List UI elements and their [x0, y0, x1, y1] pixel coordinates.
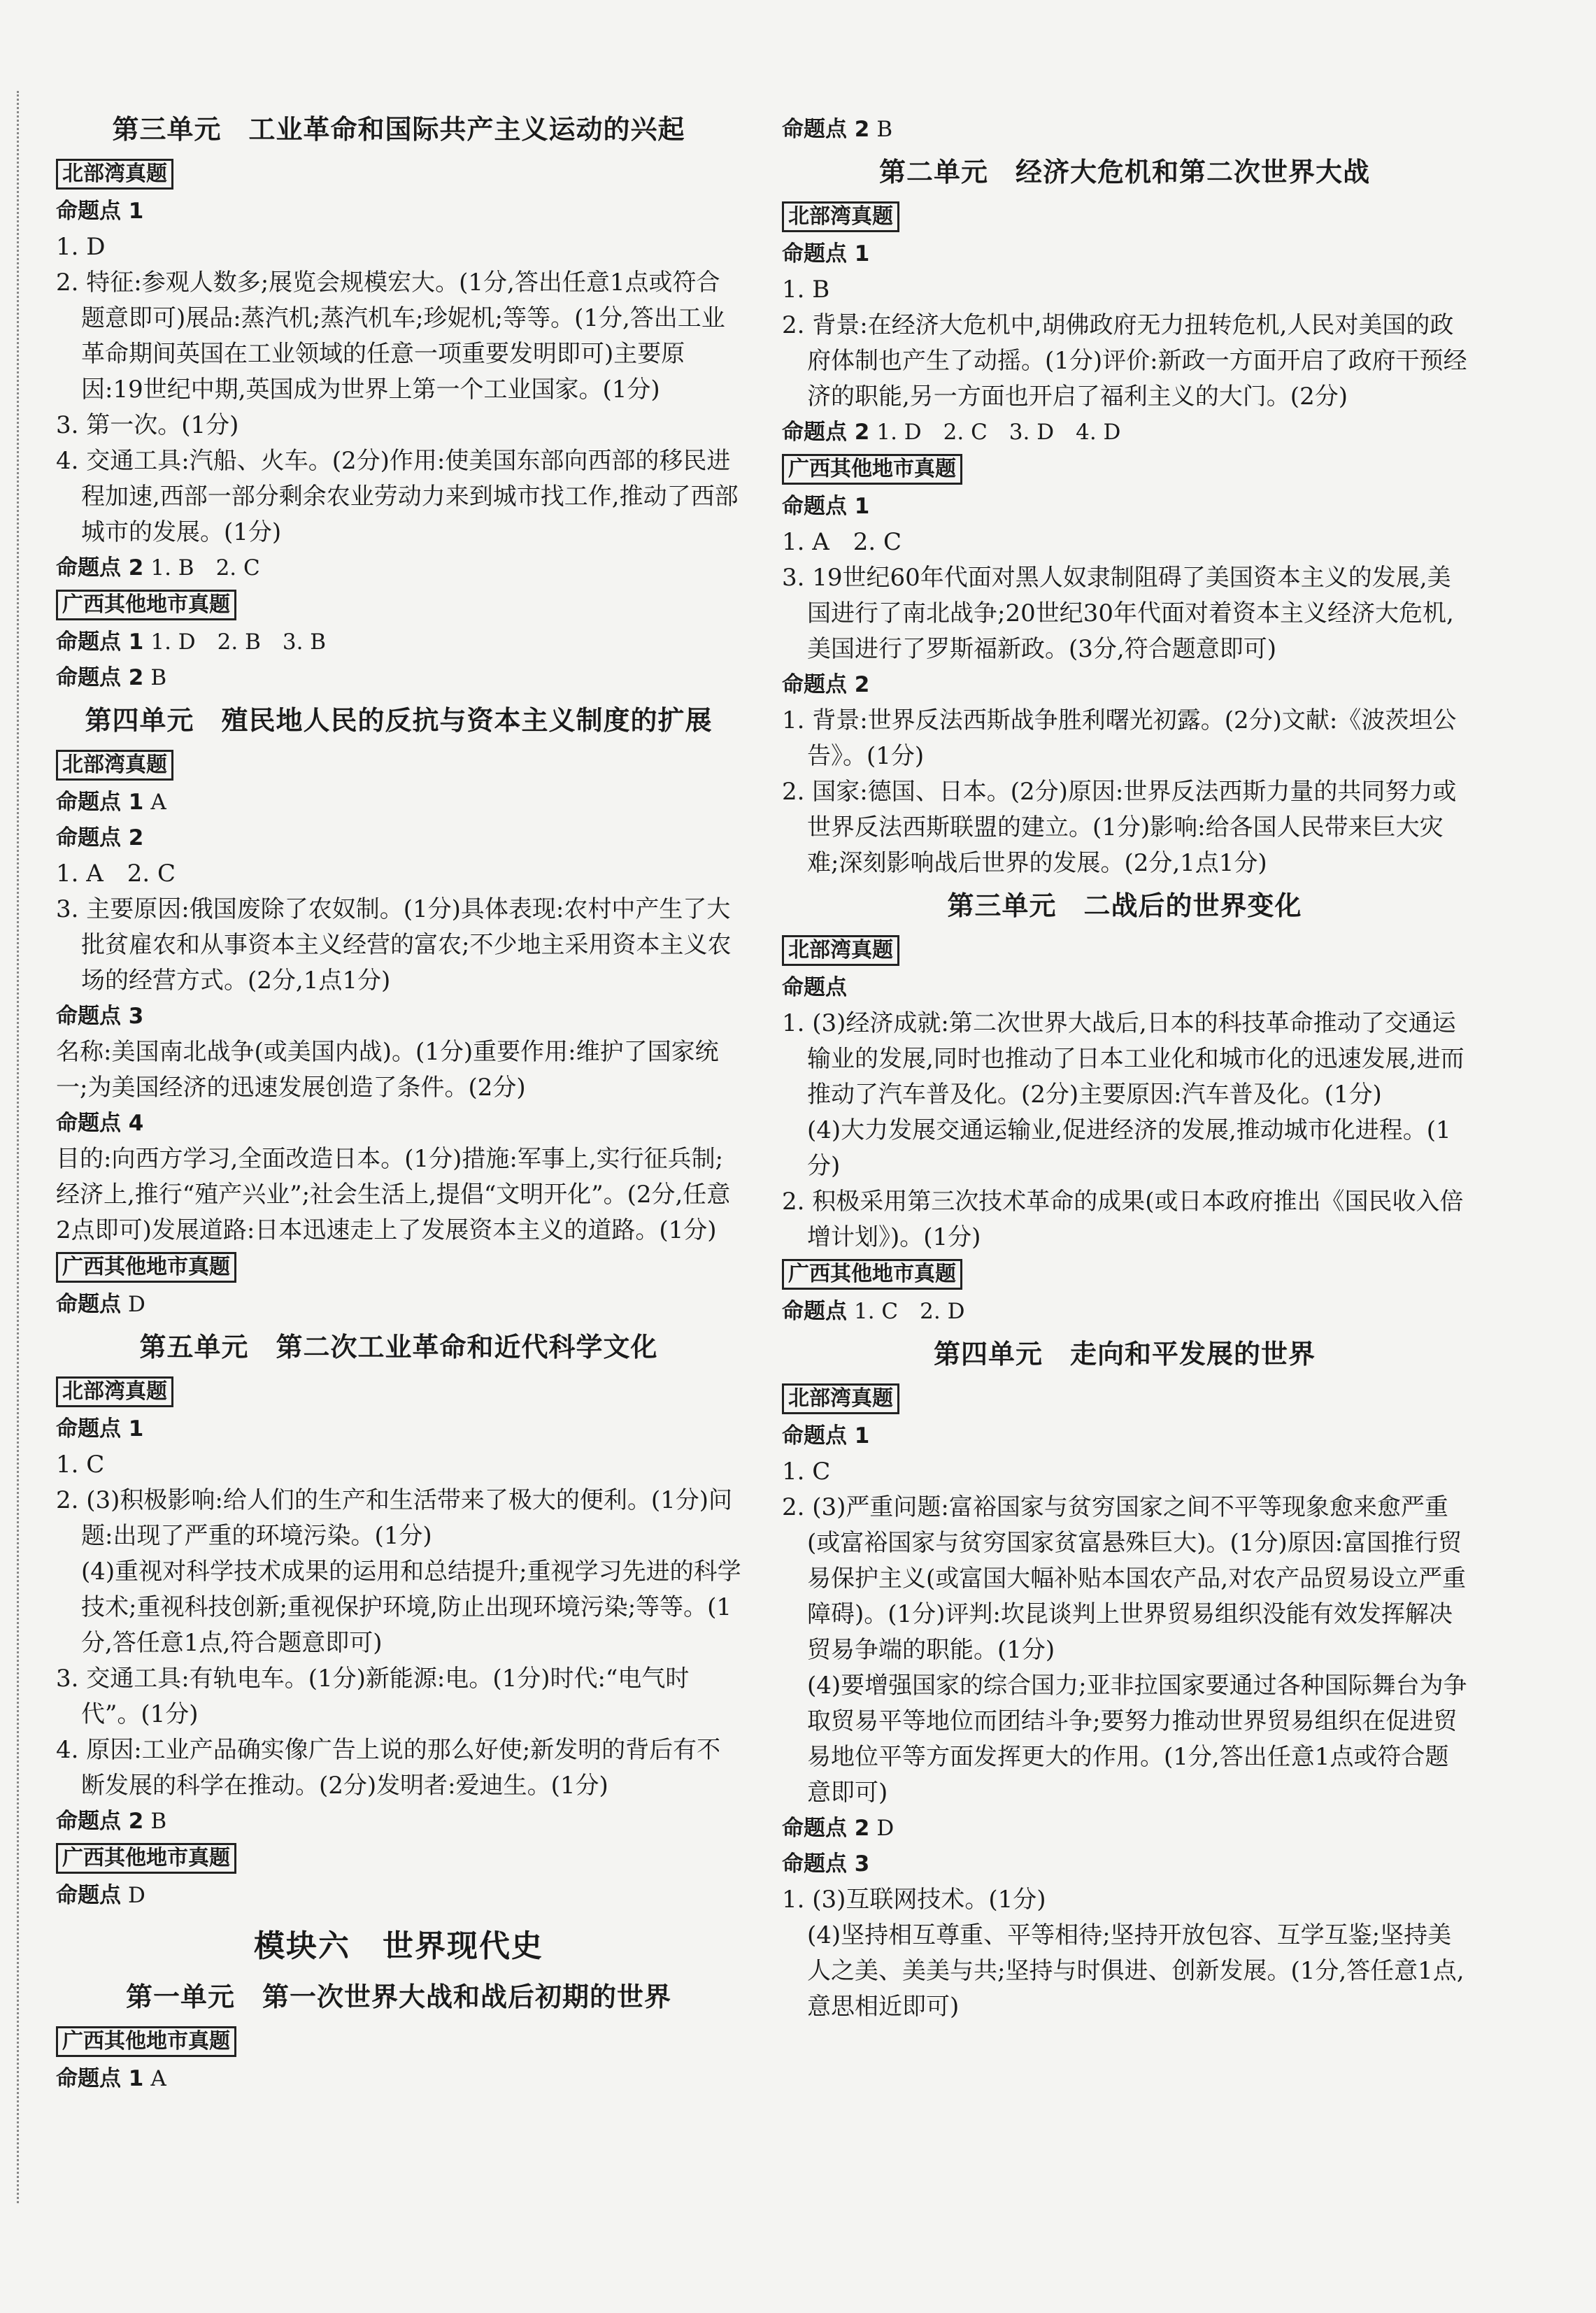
answer-item: 2. 背景:在经济大危机中,胡佛政府无力扭转危机,人民对美国的政府体制也产生了动摇。(1分)评价:新政一方面开启了政府干预经济的职能,另一方面也开启了福利主义的大门。(2分) [782, 311, 1467, 411]
answer-item: 2. 国家:德国、日本。(2分)原因:世界反法西斯力量的共同努力或世界反法西斯联盟的建立。(1分)影响:给各国人民带来巨大灾难;深刻影响战后世界的发展。(2分,1点1分) [782, 778, 1457, 877]
point-label: 命题点 2 [56, 665, 144, 690]
point-answer: 1. C 2. D [854, 1299, 965, 1324]
section-label: 广西其他地市真题 [56, 2026, 236, 2057]
answer-item: 2. (3)严重问题:富裕国家与贫穷国家之间不平等现象愈来愈严重(或富裕国家与贫穷国家贫富悬殊巨大)。(1分)原因:富国推行贸易保护主义(或富国大幅补贴本国农产品,对农产品贸易设立严重障碍)。(1分)评判:坎昆谈判上世界贸易组织没能有效发挥解决贸易争端的职能。(1分) [782, 1493, 1467, 1664]
point-answer: D [128, 1292, 145, 1317]
answer-text: 名称:美国南北战争(或美国内战)。(1分)重要作用:维护了国家统一;为美国经济的迅速发展创造了条件。(2分) [56, 1038, 719, 1102]
point-label: 命题点 [56, 1292, 121, 1317]
point-answer: D [876, 1816, 895, 1841]
point-heading: 命题点 2 [56, 825, 144, 851]
section-label: 北部湾真题 [782, 1383, 899, 1414]
point-label: 命题点 1 [56, 629, 144, 655]
answer-subitem: (4)重视对科学技术成果的运用和总结提升;重视学习先进的科学技术;重视科技创新;重视保护环境,防止出现环境污染;等等。(1分,答任意1点,符合题意即可) [81, 1558, 741, 1657]
answer-item: 1. C [782, 1458, 831, 1486]
answer-item: 3. 第一次。(1分) [56, 411, 239, 439]
answer-subitem: (4)大力发展交通运输业,促进经济的发展,推动城市化进程。(1分) [807, 1116, 1451, 1180]
answer-item: 1. C [56, 1451, 105, 1479]
point-heading [782, 1294, 1467, 1330]
point-heading: 命题点 1 [782, 494, 870, 519]
section-label: 北部湾真题 [782, 935, 899, 966]
answer-item: 1. 背景:世界反法西斯战争胜利曙光初露。(2分)文献:《波茨坦公告》。(1分) [782, 706, 1457, 770]
answer-item: 2. 特征:参观人数多;展览会规模宏大。(1分,答出任意1点或符合题意即可)展品:蒸汽机;蒸汽机车;珍妮机;等等。(1分,答出工业革命期间英国在工业领域的任意一项重要发明即可)主要原因:19世纪中期,英国成为世界上第一个工业国家。(1分) [56, 269, 725, 404]
answer-text: 目的:向西方学习,全面改造日本。(1分)措施:军事上,实行征兵制;经济上,推行“殖产兴业”;社会生活上,提倡“文明开化”。(2分,任意2点即可)发展道路:日本迅速走上了发展资本主义的道路。(1分) [56, 1145, 731, 1244]
answer-item: 1. A 2. C [782, 528, 902, 556]
point-label: 命题点 2 [56, 1809, 144, 1834]
point-heading [782, 112, 1467, 148]
point-label: 命题点 2 [782, 1816, 870, 1841]
point-heading [56, 1878, 741, 1914]
answer-item: 4. 交通工具:汽船、火车。(2分)作用:使美国东部向西部的移民进程加速,西部一部分剩余农业劳动力来到城市找工作,推动了西部城市的发展。(1分) [56, 447, 739, 546]
point-label: 命题点 [56, 1883, 121, 1908]
point-heading: 命题点 [782, 975, 847, 1000]
section-label: 北部湾真题 [782, 201, 899, 232]
point-answer: B [150, 1809, 167, 1834]
left-margin-rule [17, 91, 19, 2203]
point-answer: A [150, 2066, 166, 2091]
point-heading: 命题点 1 [56, 199, 144, 224]
point-heading [56, 660, 741, 696]
point-heading: 命题点 4 [56, 1111, 144, 1136]
answer-item: 1. (3)经济成就:第二次世界大战后,日本的科技革命推动了交通运输业的发展,同时也推动了日本工业化和城市化的迅速发展,进而推动了汽车普及化。(2分)主要原因:汽车普及化。(1分) [782, 1009, 1465, 1109]
point-answer: B [876, 117, 893, 142]
point-heading [782, 1811, 1467, 1846]
point-heading [56, 625, 741, 660]
section-label: 北部湾真题 [56, 159, 173, 190]
point-answer: 1. D 2. C 3. D 4. D [876, 420, 1121, 445]
answer-item: 1. (3)互联网技术。(1分) [782, 1886, 1046, 1914]
unit-title: 第五单元 第二次工业革命和近代科学文化 [139, 1332, 658, 1362]
point-heading [56, 785, 741, 820]
point-heading: 命题点 1 [782, 1423, 870, 1449]
answer-item: 1. B [782, 276, 830, 304]
section-label: 广西其他地市真题 [56, 590, 236, 620]
section-label: 北部湾真题 [56, 750, 173, 781]
point-heading [56, 1804, 741, 1839]
answer-item: 1. D [56, 233, 106, 261]
point-label: 命题点 1 [56, 2066, 144, 2091]
unit-title: 第四单元 殖民地人民的反抗与资本主义制度的扩展 [85, 705, 713, 736]
point-answer: 1. B 2. C [150, 555, 260, 581]
answer-item: 2. (3)积极影响:给人们的生产和生活带来了极大的便利。(1分)问题:出现了严重的环境污染。(1分) [56, 1486, 733, 1550]
point-heading: 命题点 1 [56, 1416, 144, 1442]
answer-item: 2. 积极采用第三次技术革命的成果(或日本政府推出《国民收入倍增计划》)。(1分) [782, 1188, 1464, 1251]
point-answer: 1. D 2. B 3. B [150, 629, 327, 655]
right-column [782, 112, 1467, 2025]
section-label: 广西其他地市真题 [782, 454, 962, 485]
answer-item: 3. 主要原因:俄国废除了农奴制。(1分)具体表现:农村中产生了大批贫雇农和从事资本主义经营的富农;不少地主采用资本主义农场的经营方式。(2分,1点1分) [56, 895, 732, 995]
unit-title: 第三单元 工业革命和国际共产主义运动的兴起 [112, 114, 685, 145]
point-heading [56, 550, 741, 586]
answer-item: 3. 19世纪60年代面对黑人奴隶制阻碍了美国资本主义的发展,美国进行了南北战争;20世纪30年代面对着资本主义经济大危机,美国进行了罗斯福新政。(3分,符合题意即可) [782, 564, 1454, 663]
section-label: 广西其他地市真题 [56, 1843, 236, 1874]
point-answer: A [150, 790, 166, 815]
point-label: 命题点 2 [56, 555, 144, 581]
unit-title: 第三单元 二战后的世界变化 [947, 890, 1302, 921]
point-answer: B [150, 665, 167, 690]
point-answer: D [128, 1883, 145, 1908]
unit-title: 第一单元 第一次世界大战和战后初期的世界 [125, 1981, 671, 2012]
unit-title: 第四单元 走向和平发展的世界 [933, 1339, 1316, 1369]
point-label: 命题点 2 [782, 117, 870, 142]
point-heading: 命题点 3 [782, 1851, 870, 1877]
answer-item: 3. 交通工具:有轨电车。(1分)新能源:电。(1分)时代:“电气时代”。(1分) [56, 1665, 690, 1728]
answer-subitem: (4)坚持相互尊重、平等相待;坚持开放包容、互学互鉴;坚持美人之美、美美与共;坚持与时俱进、创新发展。(1分,答任意1点,意思相近即可) [807, 1921, 1465, 2021]
point-heading: 命题点 1 [782, 241, 870, 266]
point-heading [56, 2061, 741, 2097]
unit-title: 第二单元 经济大危机和第二次世界大战 [878, 157, 1370, 187]
point-heading: 命题点 2 [782, 672, 870, 697]
point-heading [782, 415, 1467, 450]
point-heading: 命题点 3 [56, 1004, 144, 1029]
answer-item: 4. 原因:工业产品确实像广告上说的那么好使;新发明的背后有不断发展的科学在推动。(2分)发明者:爱迪生。(1分) [56, 1736, 721, 1800]
point-label: 命题点 [782, 1299, 847, 1324]
answer-subitem: (4)要增强国家的综合国力;亚非拉国家要通过各种国际舞台为争取贸易平等地位而团结斗争;要努力推动世界贸易组织在促进贸易地位平等方面发挥更大的作用。(1分,答出任意1点或符合题意即可) [807, 1672, 1467, 1807]
point-heading [56, 1287, 741, 1323]
section-label: 北部湾真题 [56, 1376, 173, 1407]
point-label: 命题点 2 [782, 420, 870, 445]
section-label: 广西其他地市真题 [782, 1259, 962, 1290]
left-column [56, 105, 741, 2097]
answer-item: 1. A 2. C [56, 860, 176, 888]
point-label: 命题点 1 [56, 790, 144, 815]
section-label: 广西其他地市真题 [56, 1252, 236, 1283]
module-title: 模块六 世界现代史 [254, 1928, 543, 1964]
